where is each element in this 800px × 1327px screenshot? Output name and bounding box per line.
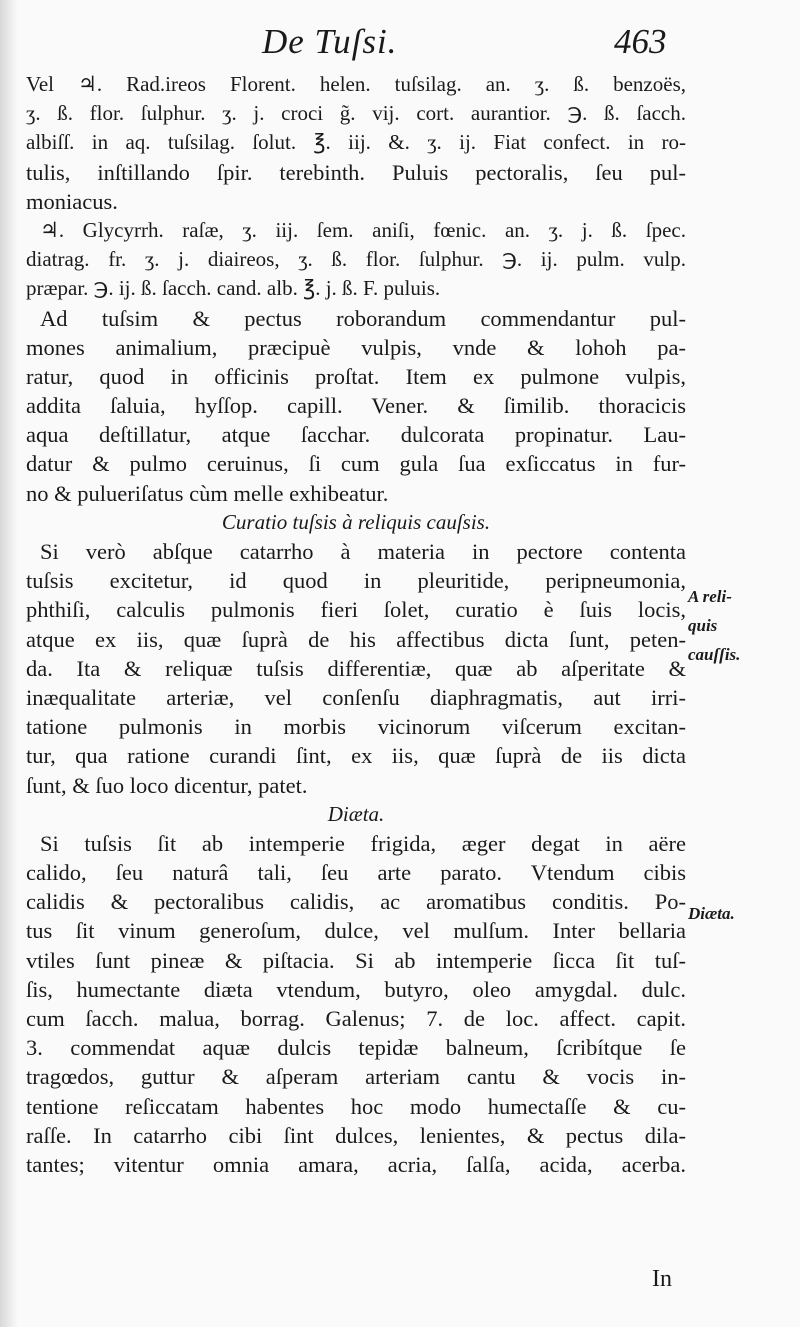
text-line: ♃. Glycyrrh. raſæ, ʒ. iij. ſem. aniſi, fœnic. an. ʒ. j. ß. ſpec.: [40, 217, 686, 242]
margin-note-line: A reli-: [688, 587, 732, 606]
text-line: tragœdos, guttur & aſperam arteriam cantu & vocis in-: [26, 1064, 686, 1090]
margin-note-line: cauſſis.: [688, 645, 741, 665]
text-line: tatione pulmonis in morbis vicinorum viſcerum excitan-: [26, 714, 686, 740]
text-line: calido, ſeu naturâ tali, ſeu arte parato. Vtendum cibis: [26, 860, 686, 886]
text-line: tentione reſiccatam habentes hoc modo humectaſſe & cu-: [26, 1093, 686, 1119]
text-line: atque ex iis, quæ ſuprà de his affectibus dicta ſunt, peten-: [26, 626, 686, 652]
text-line: tus ſit vinum generoſum, dulce, vel mulſum. Inter bellaria: [26, 918, 686, 944]
text-line: moniacus.: [26, 188, 118, 214]
text-line: ʒ. ß. flor. ſulphur. ʒ. j. croci g̃. vij. cort. aurantior. ℈. ß. ſacch.: [26, 101, 686, 126]
margin-note-diaeta: [688, 899, 796, 928]
margin-note-line: Diæta.: [688, 904, 735, 923]
page-gutter-shadow: [0, 0, 18, 1327]
text-line: inæqualitate arteriæ, vel conſenſu diaphragmatis, aut irri-: [26, 684, 686, 710]
text-line: Si tuſsis ſit ab intemperie frigida, æger degat in aëre: [40, 830, 686, 856]
text-line: albiſſ. in aq. tuſsilag. ſolut. ℥. iij. &. ʒ. ij. Fiat confect. in ro-: [26, 130, 686, 155]
text-line: raſſe. In catarrho cibi ſint dulces, lenientes, & pectus dila-: [26, 1122, 686, 1148]
text-line: Ad tuſsim & pectus roborandum commendantur pul-: [40, 305, 686, 331]
text-line: 3. commendat aquæ dulcis tepidæ balneum, ſcribítque ſe: [26, 1035, 686, 1061]
text-line: ratur, quod in officinis proſtat. Item ex pulmone vulpis,: [26, 363, 686, 389]
page-header: [0, 22, 800, 66]
text-line: ſunt, & ſuo loco dicentur, patet.: [26, 772, 308, 798]
text-line: cum ſacch. malua, borrag. Galenus; 7. de loc. affect. capit.: [26, 1006, 686, 1031]
text-line: addita ſaluia, hyſſop. capill. Vener. & ſimilib. thoracicis: [26, 393, 686, 419]
text-line: calidis & pectoralibus calidis, ac aromatibus conditis. Po-: [26, 889, 686, 915]
text-line: tur, qua ratione curandi ſint, ex iis, quæ ſuprà de iis dicta: [26, 743, 686, 769]
text-line: aqua deſtillatur, atque ſacchar. dulcorata propinatur. Lau-: [26, 422, 686, 448]
text-line: no & pulueriſatus cùm melle exhibeatur.: [26, 480, 389, 506]
text-line: diatrag. fr. ʒ. j. diaireos, ʒ. ß. flor. ſulphur. ℈. ij. pulm. vulp.: [26, 247, 686, 272]
main-text: [26, 70, 686, 1179]
section-heading: Diæta.: [327, 801, 385, 826]
text-line: mones animalium, præcipuè vulpis, vnde & lohoh pa-: [26, 334, 686, 360]
text-line: tantes; vitentur omnia amara, acria, ſalſa, acida, acerba.: [26, 1151, 686, 1177]
text-line: tulis, inſtillando ſpir. terebinth. Puluis pectoralis, ſeu pul-: [26, 159, 686, 185]
text-line: datur & pulmo ceruinus, ſi cum gula ſua exſiccatus in fur-: [26, 451, 686, 477]
text-line: da. Ita & reliquæ tuſsis differentiæ, quæ ab aſperitate &: [26, 655, 686, 681]
catchword: In: [652, 1266, 672, 1292]
text-line: phthiſi, calculis pulmonis fieri ſolet, curatio è ſuis locis,: [26, 597, 686, 623]
section-heading: Curatio tuſsis à reliquis cauſsis.: [221, 509, 491, 534]
text-line: Si verò abſque catarrho à materia in pectore contenta: [40, 539, 686, 564]
margin-note-line: quis: [688, 616, 718, 636]
margin-note-reliquis: [688, 582, 796, 670]
page-number: 463: [614, 22, 667, 61]
text-line: Vel ♃. Rad.ireos Florent. helen. tuſsilag. an. ʒ. ß. benzoës,: [26, 72, 686, 96]
text-line: præpar. ℈. ij. ß. ſacch. cand. alb. ℥. j. ß. F. puluis.: [26, 276, 441, 301]
text-line: vtiles ſunt pineæ & piſtacia. Si ab intemperie ſicca ſit tuſ-: [26, 947, 686, 973]
running-title: De Tuſsi.: [262, 22, 398, 61]
text-line: ſis, humectante diæta vtendum, butyro, oleo amygdal. dulc.: [26, 976, 686, 1002]
text-line: tuſsis excitetur, id quod in pleuritide, peripneumonia,: [26, 568, 686, 594]
